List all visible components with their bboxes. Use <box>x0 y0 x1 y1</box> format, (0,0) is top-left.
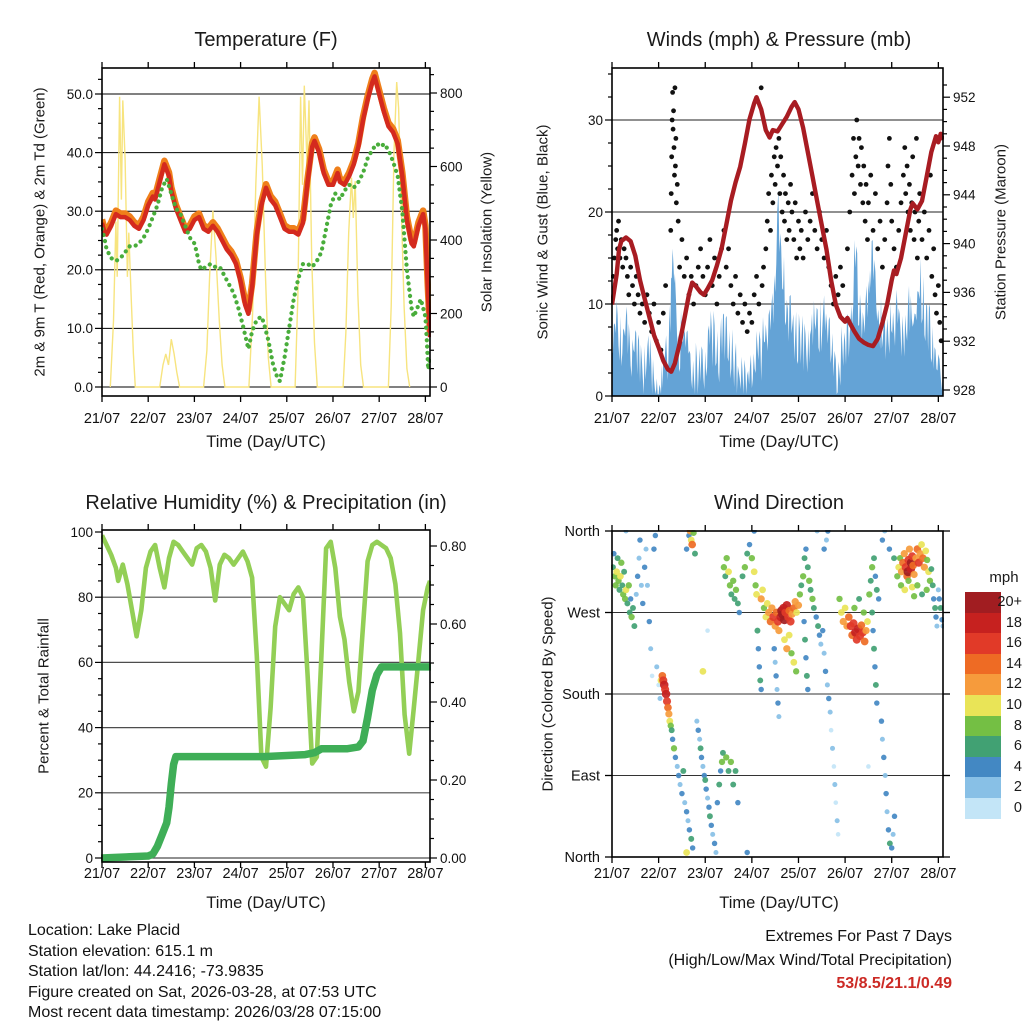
legend-label: 4 <box>1013 758 1022 775</box>
svg-text:0.60: 0.60 <box>440 616 467 632</box>
svg-text:0.40: 0.40 <box>440 694 467 710</box>
svg-text:10: 10 <box>587 296 603 312</box>
svg-text:27/07: 27/07 <box>361 411 398 427</box>
direction-left-axis-label: Direction (Colored By Speed) <box>539 596 557 792</box>
svg-text:24/07: 24/07 <box>733 866 771 882</box>
svg-text:28/07: 28/07 <box>920 411 957 427</box>
svg-text:26/07: 26/07 <box>314 411 352 427</box>
svg-text:24/07: 24/07 <box>222 411 259 427</box>
svg-text:0.0: 0.0 <box>74 379 93 395</box>
svg-text:27/07: 27/07 <box>873 411 910 427</box>
svg-text:24/07: 24/07 <box>222 866 259 882</box>
svg-text:21/07: 21/07 <box>83 411 121 427</box>
svg-text:50.0: 50.0 <box>66 86 93 102</box>
wind-direction-panel-title: Wind Direction <box>713 492 845 514</box>
temperature-panel-title: Temperature (F) <box>194 29 338 51</box>
station-elevation: Station elevation: 615.1 m <box>28 942 214 960</box>
svg-text:East: East <box>570 768 600 785</box>
pressure-right-axis-label: Station Pressure (Maroon) <box>992 144 1010 320</box>
humidity-x-axis-label: Time (Day/UTC) <box>206 894 326 912</box>
svg-text:20.0: 20.0 <box>66 262 93 278</box>
svg-text:23/07: 23/07 <box>176 411 213 427</box>
legend-label: 6 <box>1013 738 1022 755</box>
svg-text:26/07: 26/07 <box>314 866 352 882</box>
svg-text:940: 940 <box>953 236 976 252</box>
svg-text:22/07: 22/07 <box>640 866 677 882</box>
svg-text:25/07: 25/07 <box>780 866 817 882</box>
svg-text:800: 800 <box>440 85 463 101</box>
legend-label: 10 <box>1005 697 1022 713</box>
svg-text:25/07: 25/07 <box>268 866 305 882</box>
extremes-block <box>668 925 952 996</box>
station-info <box>28 921 381 1024</box>
extremes-subtitle: (High/Low/Max Wind/Total Precipitation) <box>668 951 952 969</box>
temperature-x-axis-label: Time (Day/UTC) <box>206 433 326 451</box>
svg-text:400: 400 <box>440 232 463 248</box>
legend-label: 0 <box>1013 800 1022 816</box>
winds-pressure-panel-title: Winds (mph) & Pressure (mb) <box>646 29 912 51</box>
solar-right-axis-label: Solar Insolation (Yellow) <box>478 151 496 313</box>
svg-text:South: South <box>562 687 600 704</box>
svg-text:26/07: 26/07 <box>826 866 864 882</box>
svg-text:0: 0 <box>85 850 93 866</box>
svg-text:22/07: 22/07 <box>130 411 167 427</box>
svg-text:23/07: 23/07 <box>687 866 724 882</box>
humidity-left-axis-label: Percent & Total Rainfall <box>35 618 53 774</box>
station-location: Location: Lake Placid <box>28 922 181 939</box>
svg-text:40.0: 40.0 <box>66 145 93 161</box>
svg-text:26/07: 26/07 <box>826 411 864 427</box>
svg-text:28/07: 28/07 <box>407 866 444 882</box>
svg-text:22/07: 22/07 <box>640 411 677 427</box>
svg-text:30: 30 <box>587 112 603 128</box>
temperature-left-axis-label: 2m & 9m T (Red, Orange) & 2m Td (Green) <box>31 87 49 377</box>
wind-direction-x-axis-label: Time (Day/UTC) <box>719 894 839 912</box>
svg-text:28/07: 28/07 <box>407 411 444 427</box>
legend-title: mph <box>989 569 1019 586</box>
svg-text:936: 936 <box>953 285 976 301</box>
humidity-precip-panel-title: Relative Humidity (%) & Precipitation (in) <box>85 492 447 514</box>
svg-text:944: 944 <box>953 187 976 203</box>
legend-label: 18 <box>1005 614 1022 631</box>
svg-text:928: 928 <box>953 382 976 398</box>
wind-left-axis-label: Sonic Wind & Gust (Blue, Black) <box>534 124 552 340</box>
svg-text:0: 0 <box>595 388 603 404</box>
svg-text:North: North <box>564 524 600 541</box>
svg-text:22/07: 22/07 <box>130 866 167 882</box>
data-timestamp-line: Most recent data timestamp: 2026/03/28 07:15:00 <box>28 1004 382 1022</box>
svg-text:North: North <box>564 850 600 866</box>
svg-text:200: 200 <box>440 306 463 322</box>
legend-label: 2 <box>1013 779 1022 796</box>
svg-text:24/07: 24/07 <box>733 411 771 427</box>
svg-text:28/07: 28/07 <box>920 866 957 882</box>
svg-text:10.0: 10.0 <box>66 321 93 337</box>
winds-x-axis-label: Time (Day/UTC) <box>719 433 839 451</box>
legend-label: 20+ <box>997 594 1022 610</box>
legend-label: 8 <box>1013 717 1022 734</box>
svg-text:21/07: 21/07 <box>83 866 121 882</box>
svg-text:40: 40 <box>77 720 93 736</box>
svg-text:948: 948 <box>953 138 976 154</box>
svg-text:0.20: 0.20 <box>440 772 467 788</box>
figure-created-line: Figure created on Sat, 2026-03-28, at 07:53 UTC <box>28 983 377 1001</box>
svg-text:952: 952 <box>953 90 976 105</box>
svg-text:23/07: 23/07 <box>176 866 213 882</box>
svg-text:27/07: 27/07 <box>873 866 910 882</box>
legend-label: 16 <box>1005 635 1022 652</box>
svg-text:932: 932 <box>953 334 976 349</box>
svg-text:21/07: 21/07 <box>593 866 631 882</box>
svg-text:0: 0 <box>440 379 448 395</box>
svg-text:20: 20 <box>77 785 93 801</box>
svg-text:60: 60 <box>77 655 93 671</box>
svg-text:80: 80 <box>77 590 93 605</box>
svg-text:27/07: 27/07 <box>361 866 398 882</box>
svg-text:23/07: 23/07 <box>687 411 724 427</box>
station-latlon: Station lat/lon: 44.2416; -73.9835 <box>28 963 264 981</box>
svg-text:600: 600 <box>440 159 463 175</box>
svg-text:30.0: 30.0 <box>66 204 93 219</box>
svg-text:100: 100 <box>70 524 93 540</box>
svg-text:20: 20 <box>587 204 603 220</box>
svg-text:21/07: 21/07 <box>593 411 631 427</box>
svg-text:25/07: 25/07 <box>268 411 305 427</box>
svg-text:25/07: 25/07 <box>780 411 817 427</box>
extremes-values: 53/8.5/21.1/0.49 <box>836 975 952 992</box>
extremes-title: Extremes For Past 7 Days <box>765 928 952 945</box>
legend-label: 12 <box>1005 676 1022 693</box>
legend-label: 14 <box>1005 655 1022 672</box>
svg-text:0.80: 0.80 <box>440 538 467 554</box>
svg-text:West: West <box>567 605 600 622</box>
svg-text:0.00: 0.00 <box>440 850 467 866</box>
